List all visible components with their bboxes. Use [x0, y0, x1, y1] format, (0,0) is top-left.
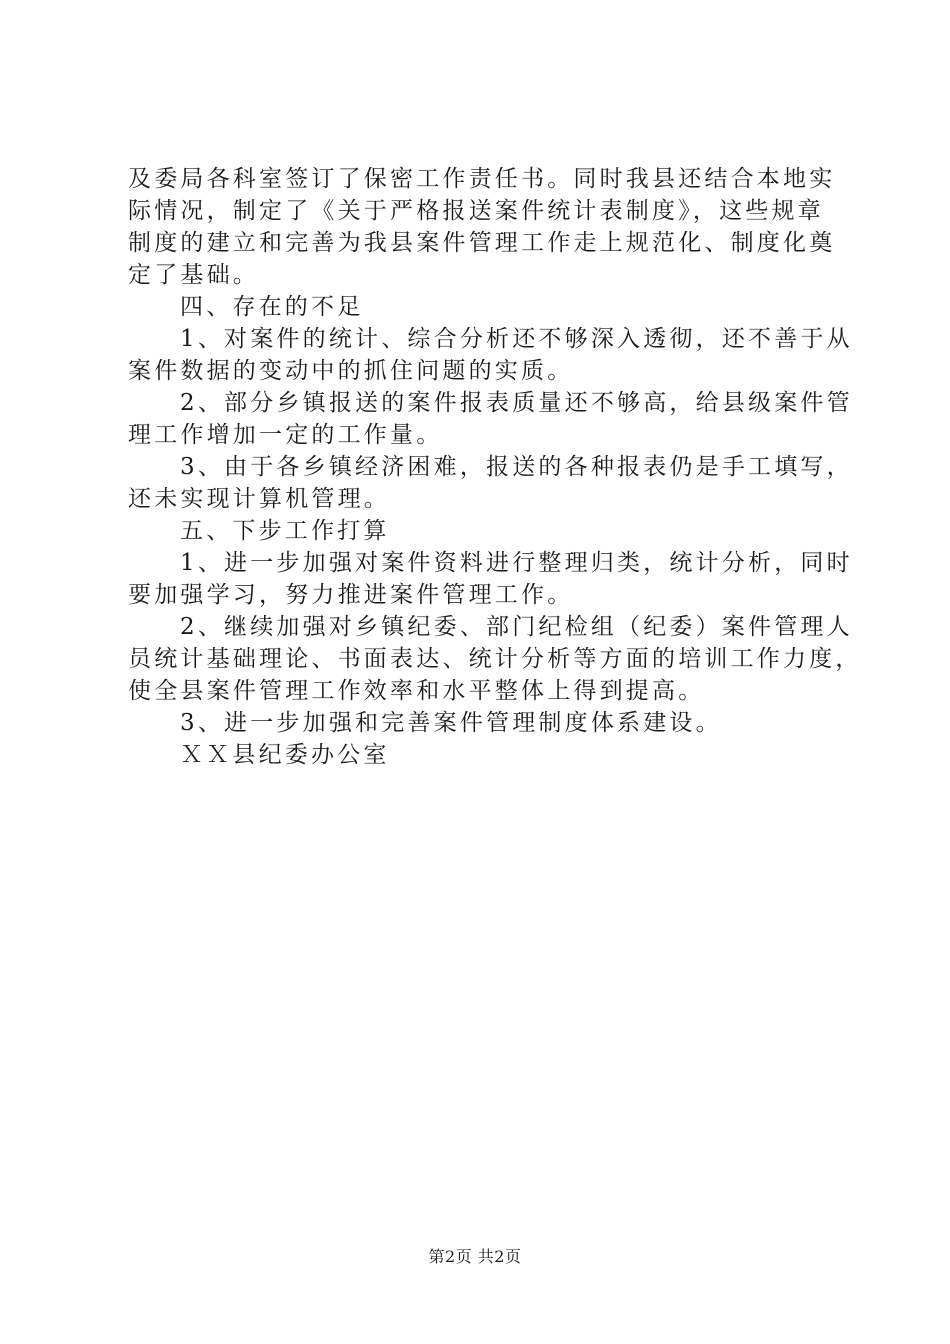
text-line-14: 要加强学习，努力推进案件管理工作。: [128, 582, 574, 608]
section-heading-next-steps: 五、下步工作打算: [180, 518, 390, 544]
text-line-9: 理工作增加一定的工作量。: [128, 422, 443, 448]
text-line-8: 2、部分乡镇报送的案件报表质量还不够高，给县级案件管: [180, 390, 853, 416]
text-line-4: 定了基础。: [128, 262, 259, 288]
text-line-13: 1、进一步加强对案件资料进行整理归类，统计分析，同时: [180, 550, 853, 576]
signature-office: ＸＸ县纪委办公室: [180, 742, 390, 768]
section-heading-shortcomings: 四、存在的不足: [180, 294, 364, 320]
text-line-1: 及委局各科室签订了保密工作责任书。同时我县还结合本地实: [128, 166, 836, 192]
text-line-17: 使全县案件管理工作效率和水平整体上得到提高。: [128, 678, 705, 704]
text-line-16: 员统计基础理论、书面表达、统计分析等方面的培训工作力度，: [128, 646, 862, 672]
text-line-7: 案件数据的变动中的抓住问题的实质。: [128, 358, 574, 384]
text-line-15: 2、继续加强对乡镇纪委、部门纪检组（纪委）案件管理人: [180, 614, 853, 640]
text-line-6: 1、对案件的统计、综合分析还不够深入透彻，还不善于从: [180, 326, 853, 352]
text-line-2: 际情况，制定了《关于严格报送案件统计表制度》，这些规章: [128, 198, 824, 224]
text-line-3: 制度的建立和完善为我县案件管理工作走上规范化、制度化奠: [128, 230, 836, 256]
page-footer: 第2页 共2页: [428, 1247, 522, 1266]
document-body: [128, 163, 862, 771]
text-line-11: 还未实现计算机管理。: [128, 486, 390, 512]
text-line-10: 3、由于各乡镇经济困难，报送的各种报表仍是手工填写，: [180, 454, 853, 480]
text-line-18: 3、进一步加强和完善案件管理制度体系建设。: [180, 710, 722, 736]
